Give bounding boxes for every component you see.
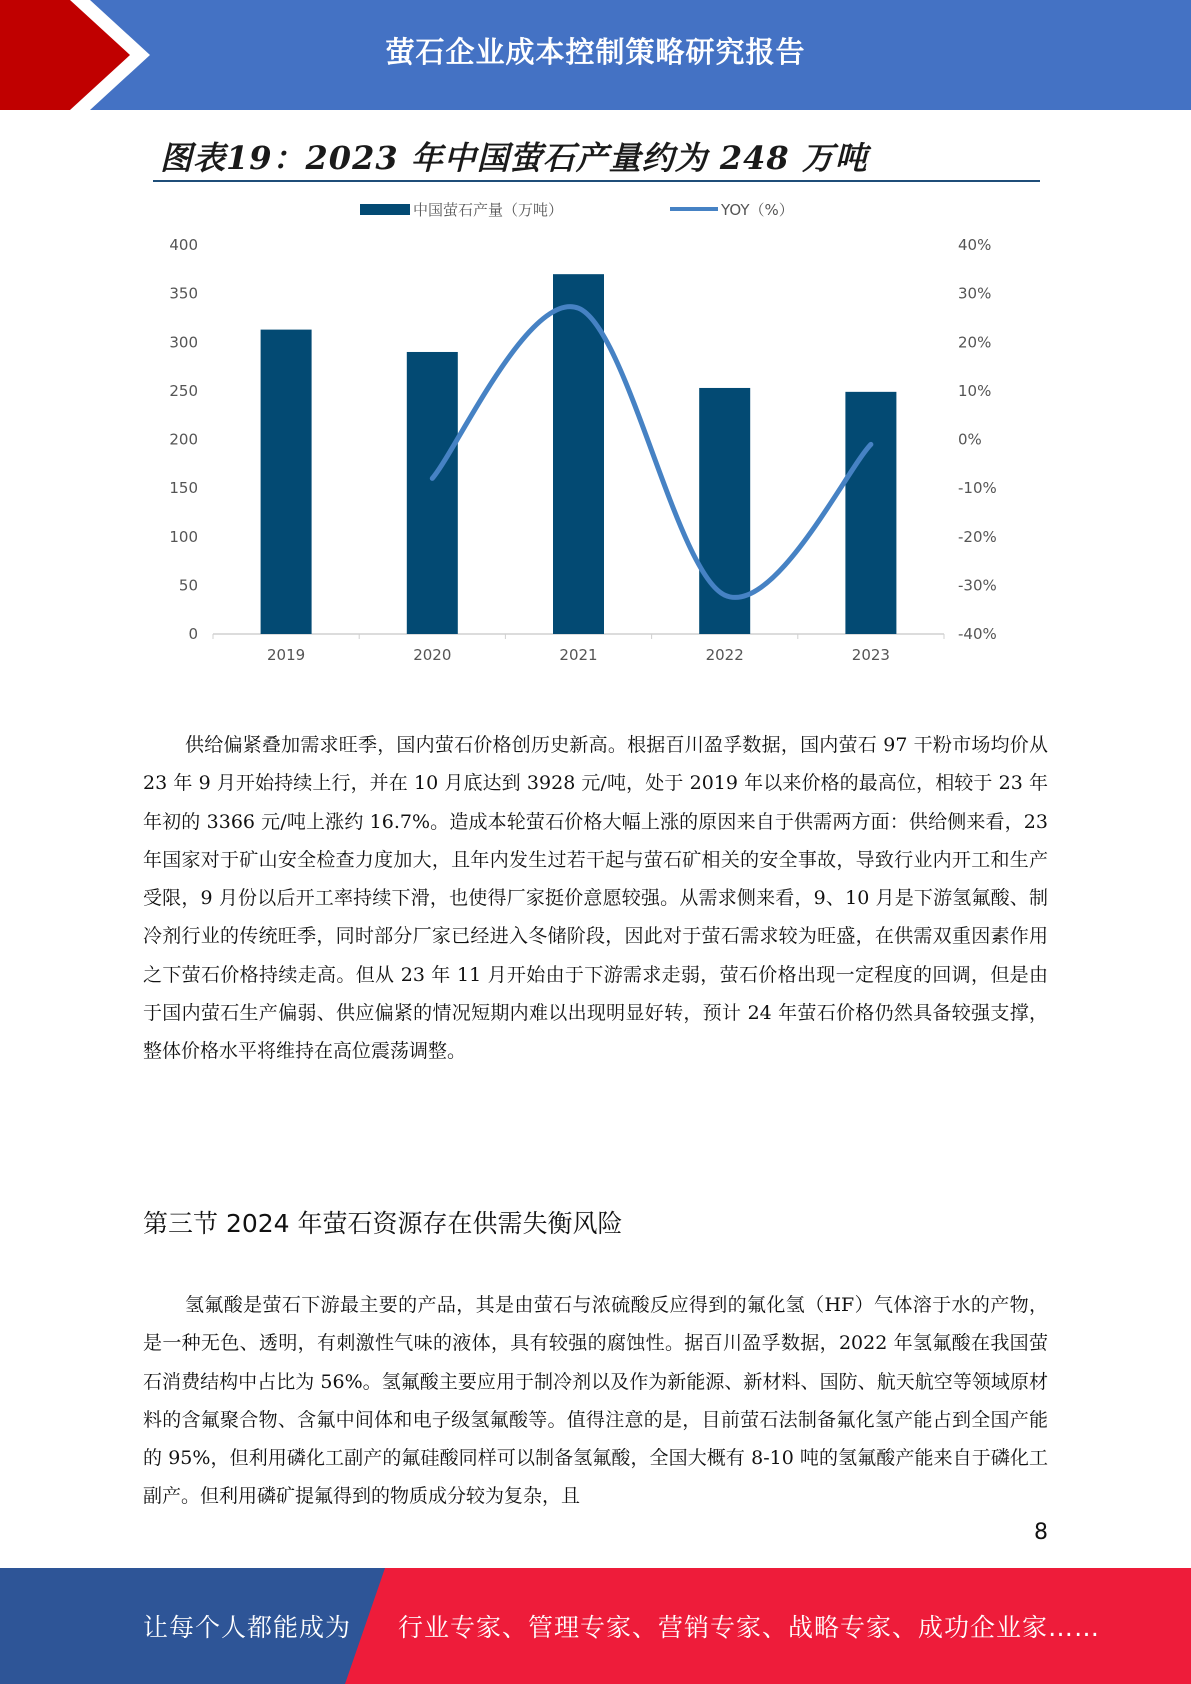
page-number: 8: [1034, 1520, 1048, 1545]
left-tick-label: 250: [169, 381, 198, 400]
right-tick-label: 0%: [958, 430, 982, 449]
footer-slogan-right: 行业专家、管理专家、营销专家、战略专家、成功企业家……: [398, 1613, 1101, 1642]
right-tick-label: 40%: [958, 236, 992, 254]
page-footer: [0, 1568, 1191, 1684]
x-tick-label: 2019: [267, 646, 306, 664]
x-tick-label: 2023: [851, 646, 890, 664]
left-tick-label: 300: [169, 333, 198, 352]
right-tick-label: -30%: [958, 576, 997, 595]
bar-series: [261, 274, 897, 634]
right-tick-label: 10%: [958, 381, 992, 400]
legend-bar-label: 中国萤石产量（万吨）: [413, 201, 564, 219]
footer-slogan-left: 让每个人都能成为: [143, 1613, 352, 1642]
x-axis: [213, 634, 944, 664]
bar: [407, 352, 458, 634]
body-paragraph-2: 氢氟酸是萤石下游最主要的产品，其是由萤石与浓硫酸反应得到的氟化氢（HF）气体溶于水的产物，是一种无色、透明，有刺激性气味的液体，具有较强的腐蚀性。据百川盈孚数据，2022 年氢氟酸在我国萤石消费结构中占比为 56%。氢氟酸主要应用于制冷剂以及作为新能源、新材料、国防、航天航空等领域原材料的含氟聚合物、含氟中间体和电子级氢氟酸等。值得注意的是，目前萤石法制备氟化氢产能占到全国产能的 95%，但利用磷化工副产的氟硅酸同样可以制备氢氟酸，全国大概有 8-10 吨的氢氟酸产能来自于磷化工副产。但利用磷矿提氟得到的物质成分较为复杂，且: [143, 1294, 1048, 1508]
x-tick-label: 2020: [413, 646, 452, 664]
left-tick-label: 400: [169, 236, 198, 254]
right-tick-label: 30%: [958, 284, 992, 303]
left-tick-label: 350: [169, 284, 198, 303]
bar: [261, 330, 312, 634]
left-tick-label: 100: [169, 527, 198, 546]
right-tick-label: -10%: [958, 479, 997, 498]
x-tick-label: 2021: [559, 646, 598, 664]
yoy-line: [432, 307, 871, 598]
x-tick-label: 2022: [705, 646, 744, 664]
report-title: 萤石企业成本控制策略研究报告: [385, 35, 806, 69]
right-tick-label: -40%: [958, 625, 997, 643]
left-tick-label: 150: [169, 479, 198, 498]
legend-line-label: YOY（%）: [721, 201, 794, 219]
left-tick-label: 200: [169, 430, 198, 449]
figure-title: 图表19：2023 年中国萤石产量约为 248 万吨: [160, 139, 868, 177]
production-chart: [150, 195, 1030, 675]
left-tick-label: 50: [178, 576, 198, 595]
bar: [845, 392, 896, 634]
section-title: 第三节 2024 年萤石资源存在供需失衡风险: [143, 1209, 623, 1238]
chart-legend: [360, 201, 794, 219]
left-axis: [169, 236, 198, 643]
right-axis: [958, 236, 997, 643]
page-header: [0, 0, 1191, 110]
figure-title-rule: [153, 180, 1040, 182]
body-paragraph-1: 供给偏紧叠加需求旺季，国内萤石价格创历史新高。根据百川盈孚数据，国内萤石 97 干粉市场均价从 23 年 9 月开始持续上行，并在 10 月底达到 3928 元/吨，处于 2019 年以来价格的最高位，相较于 23 年年初的 3366 元/吨上涨约 16.7%。造成本轮萤石价格大幅上涨的原因来自于供需两方面：供给侧来看，23 年国家对于矿山安全检查力度加大，且年内发生过若干起与萤石矿相关的安全事故，导致行业内开工和生产受限，9 月份以后开工率持续下滑，也使得厂家挺价意愿较强。从需求侧来看，9、10 月是下游氢氟酸、制冷剂行业的传统旺季，同时部分厂家已经进入冬储阶段，因此对于萤石需求较为旺盛，在供需双重因素作用之下萤石价格持续走高。但从 23 年 11 月开始由于下游需求走弱，萤石价格出现一定程度的回调，但是由于国内萤石生产偏弱、供应偏紧的情况短期内难以出现明显好转，预计 24 年萤石价格仍然具备较强支撑，整体价格水平将维持在高位震荡调整。: [143, 734, 1048, 1063]
right-tick-label: 20%: [958, 333, 992, 352]
left-tick-label: 0: [188, 625, 198, 643]
legend-bar-swatch: [360, 204, 410, 215]
right-tick-label: -20%: [958, 527, 997, 546]
